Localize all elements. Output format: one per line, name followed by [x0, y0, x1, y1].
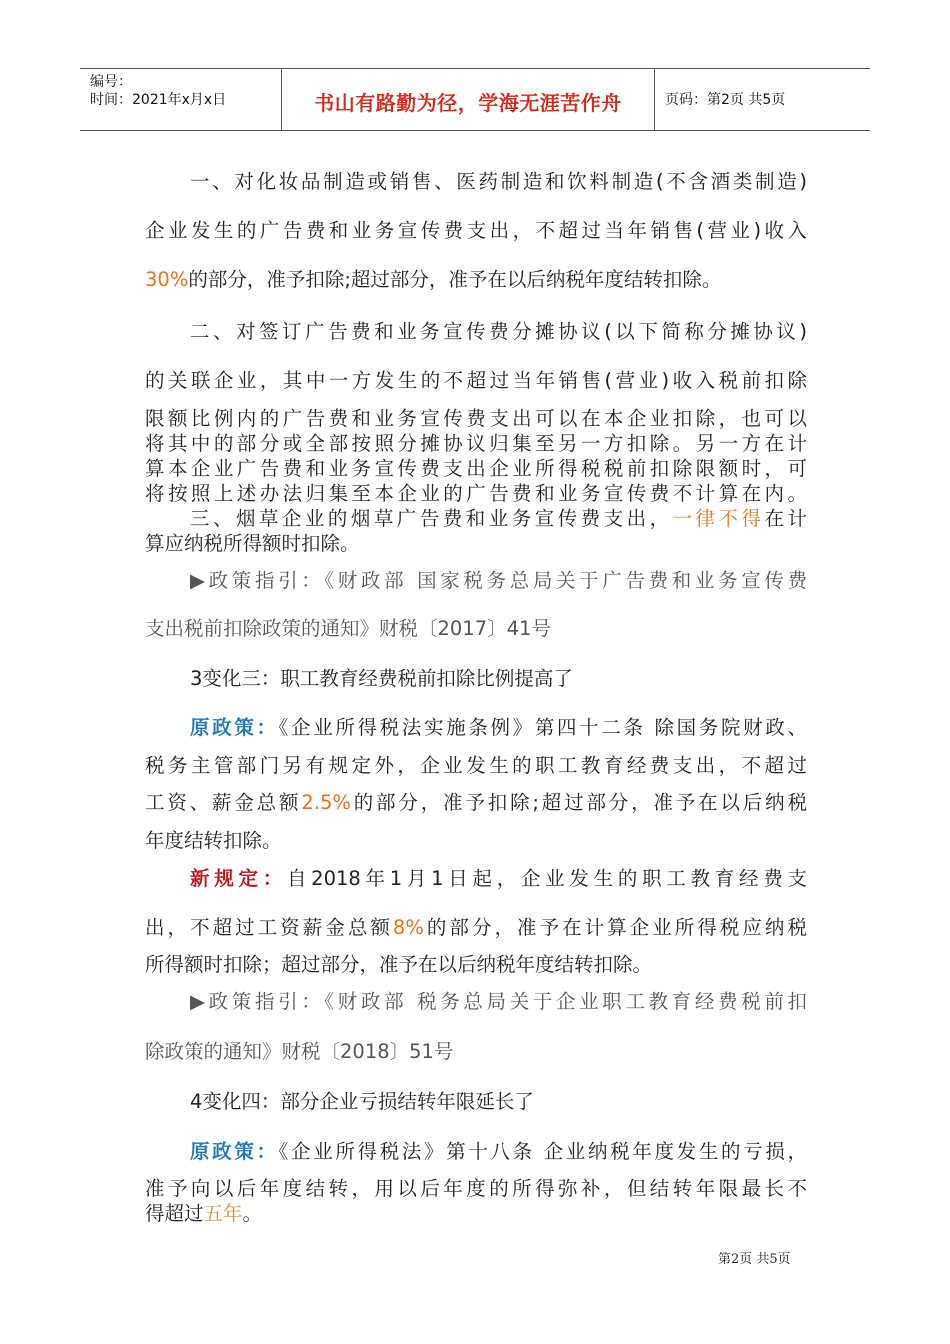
highlight-percent: 8%: [392, 916, 424, 939]
paragraph-line: [145, 752, 807, 780]
policy-guide-line: [145, 615, 807, 643]
document-date: 时间：2021年x月x日: [90, 92, 227, 108]
paragraph-line: [145, 827, 807, 855]
highlight-text: 一律不得: [672, 507, 765, 530]
text-span: 三、烟草企业的烟草广告费和业务宣传费支出，: [190, 507, 673, 530]
text-span: 一、对化妆品制造或销售、医药制造和饮料制造(不含酒类制造): [190, 170, 807, 193]
text-span: 出，不超过工资薪金总额: [145, 916, 393, 939]
text-span: 年度结转扣除。: [145, 829, 282, 852]
text-span: 工资、薪金总额: [145, 791, 302, 814]
paragraph-line: [145, 455, 807, 483]
text-span: 税务主管部门另有规定外，企业发生的职工教育经费支出，不超过: [145, 754, 807, 777]
text-span: 除政策的通知》财税〔2018〕51号: [145, 1040, 454, 1063]
paragraph-line: [145, 789, 807, 817]
text-span: 4变化四：部分企业亏损结转年限延长了: [190, 1090, 534, 1113]
text-span: 准予向以后年度结转，用以后年度的所得弥补，但结转年限最长不: [145, 1177, 807, 1200]
header-motto-cell: [282, 69, 655, 130]
section-heading: [145, 1088, 807, 1116]
policy-guide-line: [145, 1038, 807, 1066]
text-span: 的部分，准予扣除;超过部分，准予在以后纳税: [350, 791, 807, 814]
paragraph-line: [145, 865, 807, 893]
paragraph-line: [145, 530, 807, 558]
header-motto: 书山有路勤为径，学海无涯苦作舟: [314, 91, 622, 115]
policy-guide-line: [145, 567, 807, 595]
old-policy-label: 原政策：: [190, 716, 279, 739]
paragraph-line: [145, 1138, 807, 1166]
paragraph-line: [145, 714, 807, 742]
text-span: 3变化三：职工教育经费税前扣除比例提高了: [190, 667, 573, 690]
paragraph-line: [145, 430, 807, 458]
section-heading: [145, 665, 807, 693]
page-header: [80, 68, 870, 131]
text-span: ▶政策指引：《财政部 税务总局关于企业职工教育经费税前扣: [190, 990, 807, 1013]
page-footer-number: 第2页 共5页: [718, 1252, 791, 1267]
header-page-cell: [655, 69, 870, 130]
text-span: 将按照上述办法归集至本企业的广告费和业务宣传费不计算在内。: [145, 482, 807, 505]
text-span: 所得额时扣除；超过部分，准予在以后纳税年度结转扣除。: [145, 953, 653, 976]
highlight-percent: 30%: [145, 268, 189, 291]
paragraph-line: [145, 1200, 807, 1228]
text-span: 的部分，准予扣除;超过部分，准予在以后纳税年度结转扣除。: [188, 268, 722, 291]
text-span: 《企业所得税法实施条例》第四十二条 除国务院财政、: [278, 716, 807, 739]
header-meta-cell: [80, 69, 282, 130]
text-span: 的关联企业，其中一方发生的不超过当年销售(营业)收入税前扣除: [145, 369, 807, 392]
paragraph-line: [145, 951, 807, 979]
highlight-percent: 2.5%: [301, 791, 351, 814]
policy-guide-line: [145, 988, 807, 1016]
paragraph-line: [145, 405, 807, 433]
text-span: 企业发生的广告费和业务宣传费支出，不超过当年销售(营业)收入: [145, 219, 807, 242]
new-rule-label: 新规定：: [190, 867, 287, 890]
document-number: 编号：: [90, 74, 132, 90]
paragraph-line: [145, 168, 807, 196]
old-policy-label: 原政策：: [190, 1140, 279, 1163]
text-span: 在计: [764, 507, 807, 530]
header-page-number: 页码：第2页 共5页: [665, 92, 786, 108]
text-span: 自2018年1月1日起，企业发生的职工教育经费支: [286, 867, 807, 890]
paragraph-line: [145, 318, 807, 346]
text-span: 得超过: [145, 1202, 204, 1225]
paragraph-line: [145, 217, 807, 245]
text-span: 。: [242, 1202, 263, 1225]
paragraph-line: [145, 367, 807, 395]
paragraph-line: [145, 266, 807, 294]
text-span: 算应纳税所得额时扣除。: [145, 532, 360, 555]
text-span: ▶政策指引：《财政部 国家税务总局关于广告费和业务宣传费: [190, 569, 807, 592]
paragraph-line: [145, 914, 807, 942]
text-span: 《企业所得税法》第十八条 企业纳税年度发生的亏损，: [278, 1140, 807, 1163]
highlight-text: 五年: [203, 1202, 243, 1225]
text-span: 限额比例内的广告费和业务宣传费支出可以在本企业扣除，也可以: [145, 407, 807, 430]
text-span: 二、对签订广告费和业务宣传费分摊协议(以下简称分摊协议): [190, 320, 807, 343]
text-span: 将其中的部分或全部按照分摊协议归集至另一方扣除。另一方在计: [145, 432, 807, 455]
text-span: 的部分，准予在计算企业所得税应纳税: [423, 916, 807, 939]
paragraph-line: [145, 1175, 807, 1203]
text-span: 支出税前扣除政策的通知》财税〔2017〕41号: [145, 617, 551, 640]
text-span: 算本企业广告费和业务宣传费支出企业所得税税前扣除限额时，可: [145, 457, 807, 480]
paragraph-line: [145, 505, 807, 533]
paragraph-line: [145, 480, 807, 508]
